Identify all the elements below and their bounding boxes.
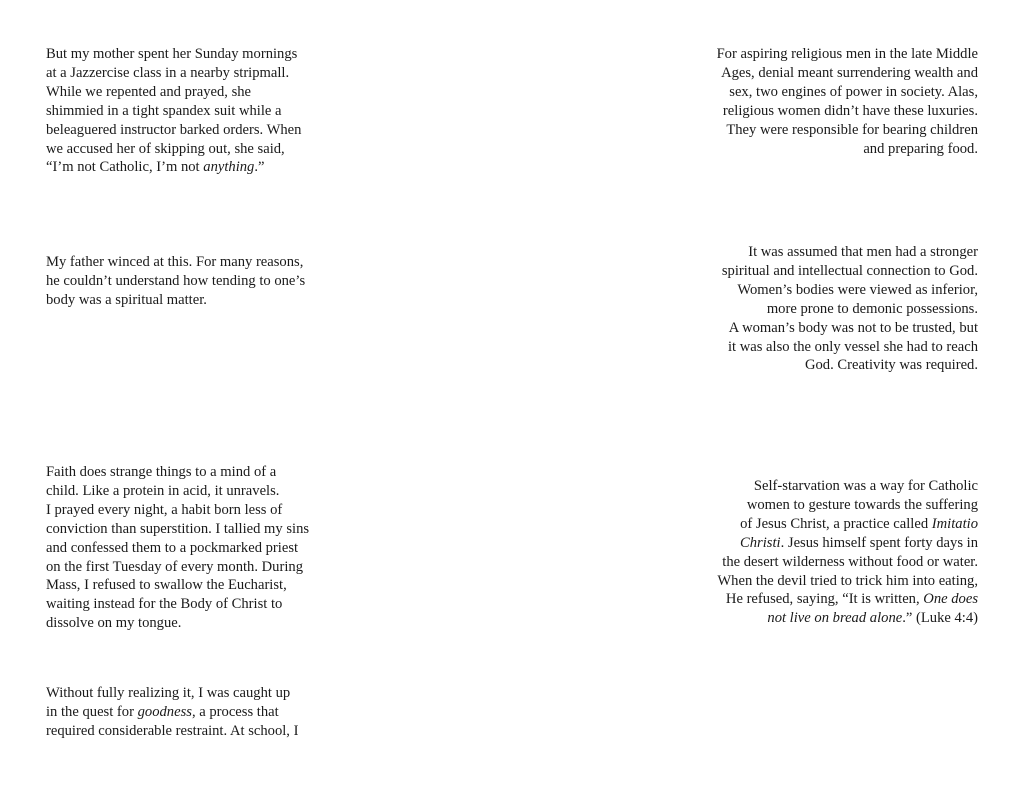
text-line: conviction than superstition. I tallied my sins xyxy=(46,520,310,537)
text-line: beleaguered instructor barked orders. When xyxy=(46,121,302,138)
italic-text: goodness xyxy=(137,703,192,720)
text-line: When the devil tried to trick him into eating, xyxy=(717,572,978,589)
text-line: sex, two engines of power in society. Alas, xyxy=(729,83,978,100)
left-paragraph-2 xyxy=(46,253,305,310)
text-line: the desert wilderness without food or water. xyxy=(722,553,978,570)
text-line: For aspiring religious men in the late Middle xyxy=(716,46,978,62)
text-line: in the quest for goodness, a process that xyxy=(46,703,279,720)
text-line: he couldn’t understand how tending to one’s xyxy=(46,272,306,289)
italic-text: not live on bread alone xyxy=(767,610,903,627)
text-line: of Jesus Christ, a practice called Imitatio xyxy=(740,515,978,532)
text-line: Women’s bodies were viewed as inferior, xyxy=(737,281,978,298)
text-line: spiritual and intellectual connection to God. xyxy=(721,262,978,279)
text-line: But my mother spent her Sunday mornings xyxy=(46,46,298,62)
italic-text: Christi xyxy=(740,534,781,551)
text-line: on the first Tuesday of every month. During xyxy=(46,558,303,575)
text-line: Christi. Jesus himself spent forty days in xyxy=(740,534,978,551)
italic-text: anything xyxy=(203,159,255,176)
text-line: I prayed every night, a habit born less of xyxy=(46,501,283,518)
text-line: and preparing food. xyxy=(863,140,978,157)
left-paragraph-1 xyxy=(46,45,301,177)
text-line: They were responsible for bearing children xyxy=(726,121,978,138)
text-line: religious women didn’t have these luxuries. xyxy=(722,102,978,119)
left-paragraph-4 xyxy=(46,684,298,741)
text-line: Faith does strange things to a mind of a xyxy=(46,464,277,480)
text-line: It was assumed that men had a stronger xyxy=(748,244,978,260)
text-line: shimmied in a tight spandex suit while a xyxy=(46,102,282,119)
text-line: waiting instead for the Body of Christ to xyxy=(46,596,283,613)
text-line: it was also the only vessel she had to reach xyxy=(727,338,978,355)
text-line: and confessed them to a pockmarked priest xyxy=(46,539,299,556)
text-line: dissolve on my tongue. xyxy=(46,615,182,632)
text-line: body was a spiritual matter. xyxy=(46,291,207,308)
text-line: child. Like a protein in acid, it unravels. xyxy=(46,482,280,499)
text-line: at a Jazzercise class in a nearby stripmall. xyxy=(46,64,290,81)
italic-text: One does xyxy=(923,591,978,608)
text-line: My father winced at this. For many reasons, xyxy=(46,254,304,270)
right-paragraph-1 xyxy=(717,45,978,158)
text-line: “I’m not Catholic, I’m not anything.” xyxy=(46,159,265,176)
text-line: required considerable restraint. At school, I xyxy=(46,722,299,739)
text-line: Ages, denial meant surrendering wealth and xyxy=(721,64,978,81)
text-line: women to gesture towards the suffering xyxy=(746,496,978,513)
left-paragraph-3 xyxy=(46,463,309,633)
text-line: Without fully realizing it, I was caught up xyxy=(46,685,291,701)
right-paragraph-3 xyxy=(717,477,978,628)
text-line: we accused her of skipping out, she said, xyxy=(46,140,285,157)
text-line: Mass, I refused to swallow the Eucharist, xyxy=(46,577,287,594)
text-line: While we repented and prayed, she xyxy=(46,83,252,100)
text-line: not live on bread alone.” (Luke 4:4) xyxy=(767,610,978,627)
text-line: He refused, saying, “It is written, One does xyxy=(725,591,978,608)
text-line: God. Creativity was required. xyxy=(804,357,978,374)
text-line: Self-starvation was a way for Catholic xyxy=(753,478,978,494)
italic-text: Imitatio xyxy=(931,515,978,532)
text-line: A woman’s body was not to be trusted, but xyxy=(728,319,978,336)
text-line: more prone to demonic possessions. xyxy=(766,300,978,317)
right-paragraph-2 xyxy=(722,243,978,375)
